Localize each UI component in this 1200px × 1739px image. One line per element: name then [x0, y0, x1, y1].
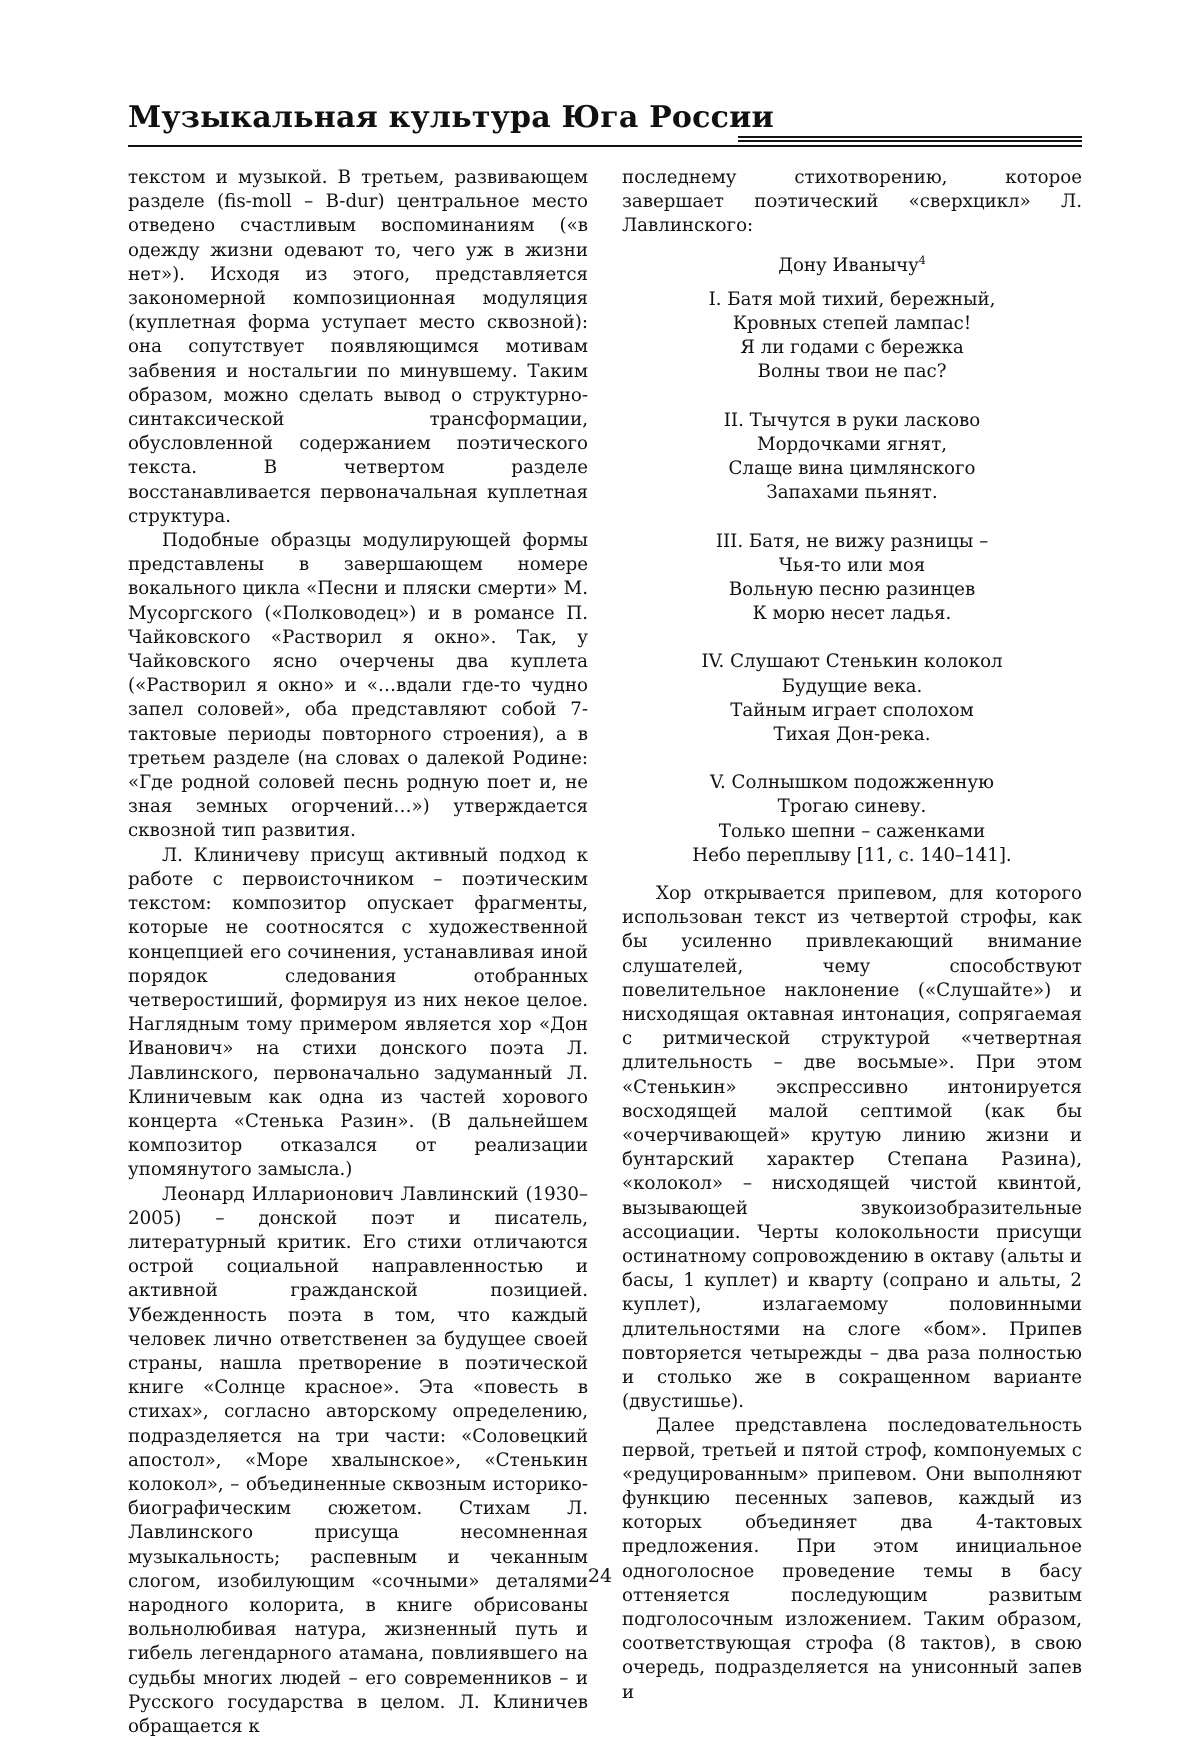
- paragraph: Леонард Илларионович Лавлинский (1930–2005) – донской поэт и писатель, литературный критик. Его стихи отличаются острой социальной направленностью и активной гражданской позицией. Убежденность поэта в том, что каждый человек лично ответственен за будущее своей страны, нашла претворение в поэтической книге «Солнце красное». Эта «повесть в стихах», согласно авторскому определению, подразделяется на три части: «Соловецкий апостол», «Море хвалынское», «Стенькин колокол», – объединенные сквозным историко-биографическим сюжетом. Стихам Л. Лавлинского присуща несомненная музыкальность; распевным и чеканным слогом, изобилующим «сочными» деталями народного колорита, в книге обрисованы вольнолюбивая натура, жизненный путь и гибель легендарного атамана, повлиявшего на судьбы многих людей – его современников – и Русского государства в целом. Л. Клиничев обращается к: [128, 1183, 588, 1737]
- poem-line: Волны твои не пас?: [757, 361, 947, 383]
- poem-line: Мордочками ягнят,: [756, 433, 948, 455]
- poem-line: I. Батя мой тихий, бережный,: [708, 288, 996, 310]
- poem-line: Вольную песню разинцев: [728, 578, 976, 600]
- paragraph: последнему стихотворению, которое завершает поэтический «сверхцикл» Л. Лавлинского:: [622, 167, 1082, 237]
- header-rule: [128, 145, 1082, 147]
- poem-stanza: [622, 771, 1082, 868]
- paragraph: Подобные образцы модулирующей формы представлены в завершающем номере вокального цикла «Песни и пляски смерти» М. Мусоргского («Полководец») и в романсе П. Чайковского «Растворил я окно». Так, у Чайковского ясно очерчены два куплета («Растворил я окно» и «…вдали где-то чудно запел соловей», оба представляют собой 7-тактовые периоды повторного строения), а в третьем разделе (на словах о далекой Родине: «Где родной соловей песнь родную поет и, не зная земных огорчений…») утверждается сквозной тип развития.: [128, 530, 588, 842]
- poem-line: IV. Слушают Стенькин колокол: [701, 651, 1003, 673]
- paragraph: Далее представлена последовательность первой, третьей и пятой строф, компонуемых с «редуцированным» припевом. Они выполняют функцию песенных запевов, каждый из которых объединяет два 4-тактовых предложения. При этом инициальное одноголосное проведение темы в басу оттеняется последующим развитым подголосочным изложением. Таким образом, соответствующая строфа (8 тактов), в свою очередь, подразделяется на унисонный запев и: [622, 1415, 1082, 1703]
- poem-line: Только шепни – саженками: [718, 820, 986, 842]
- poem-line: Трогаю синеву.: [777, 796, 927, 818]
- poem-line: Слаще вина цимлянского: [728, 458, 976, 480]
- poem-line: Чья-то или моя: [778, 554, 926, 576]
- paragraph: Хор открывается припевом, для которого использован текст из четвертой строфы, как бы усиленно привлекающий внимание слушателей, чему способствуют повелительное наклонение («Слушайте») и нисходящая октавная интонация, сопрягаемая с ритмической структурой «четвертная длительность – две восьмые». При этом «Стенькин» экспрессивно интонируется восходящей малой септимой (как бы «очерчивающей» крутую линию жизни и бунтарский характер Степана Разина), «колокол» – нисходящей чистой квинтой, вызывающей звукоизобразительные ассоциации. Черты колокольности присущи остинатному сопровождению в октаву (альты и басы, 1 куплет) и кварту (сопрано и альты, 2 куплет), излагаемому половинными длительностями на слоге «бом». Припев повторяется четырежды – два раза полностью и столько же в сокращенном варианте (двустишье).: [622, 882, 1082, 1413]
- paragraph: Л. Клиничеву присущ активный подход к работе с первоисточником – поэтическим текстом: композитор опускает фрагменты, которые не соотносятся с художественной концепцией его сочинения, устанавливая иной порядок следования отобранных четверостиший, формируя из них некое целое. Наглядным тому примером является хор «Дон Иванович» на стихи донского поэта Л. Лавлинского, первоначально задуманный Л. Клиничевым как одна из частей хорового концерта «Стенька Разин». (В дальнейшем композитор отказался от реализации упомянутого замысла.): [128, 844, 588, 1181]
- running-header-title: Музыкальная культура Юга России: [128, 100, 774, 135]
- poem-line: Я ли годами с бережка: [740, 337, 964, 359]
- poem-title-text: Дону Иванычу: [778, 254, 919, 276]
- header-rule-thick-1: [738, 136, 1082, 138]
- poem-stanza: [622, 530, 1082, 627]
- left-column: [128, 166, 588, 1739]
- footnote-marker: 4: [918, 253, 926, 267]
- poem-line: Тайным играет сполохом: [730, 699, 974, 721]
- poem-line: К морю несет ладья.: [752, 603, 952, 625]
- poem-stanza: [622, 288, 1082, 385]
- poem-stanza: [622, 650, 1082, 747]
- right-column: [622, 166, 1082, 1705]
- poem-stanza: [622, 409, 1082, 506]
- poem-title: [622, 249, 1082, 278]
- poem-line: V. Солнышком подожженную: [710, 772, 994, 794]
- page-number: 24: [587, 1565, 613, 1587]
- poem-line: III. Батя, не вижу разницы –: [715, 530, 989, 552]
- poem-line: Кровных степей лампас!: [732, 313, 972, 335]
- poem-line: Тихая Дон-река.: [773, 723, 931, 745]
- paragraph: текстом и музыкой. В третьем, развивающем разделе (fis-moll – B-dur) центральное место отведено счастливым воспоминаниям («в одежду жизни одевают то, чего уж в жизни нет»). Исходя из этого, представляется закономерной композиционная модуляция (куплетная форма уступает место сквозной): она сопутствует появляющимся мотивам забвения и ностальгии по минувшему. Таким образом, можно сделать вывод о структурно-синтаксической трансформации, обусловленной содержанием поэтического текста. В четвертом разделе восстанавливается первоначальная куплетная структура.: [128, 167, 588, 527]
- poem-line: Небо переплыву [11, с. 140–141].: [692, 844, 1012, 866]
- poem-line: II. Тычутся в руки ласково: [723, 409, 981, 431]
- poem-line: Будущие века.: [781, 675, 923, 697]
- header-rule-thick-2: [738, 140, 1082, 142]
- poem-line: Запахами пьянят.: [766, 482, 938, 504]
